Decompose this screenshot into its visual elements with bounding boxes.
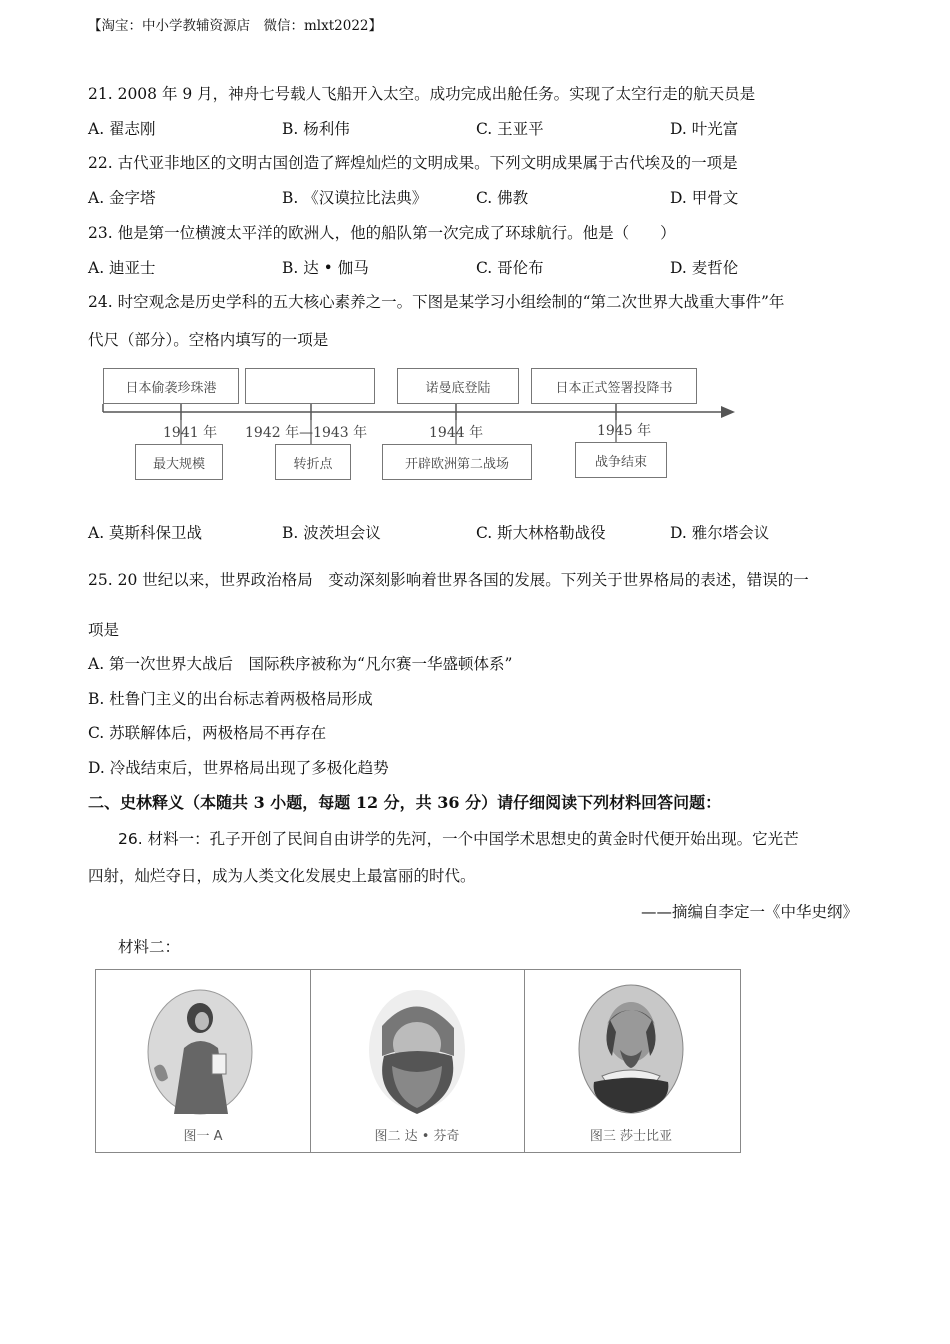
q24-option-c: C. 斯大林格勒战役: [476, 524, 606, 542]
portrait-caption-2: 图二 达 • 芬奇: [374, 1129, 460, 1144]
q21-option-d: D. 叶光富: [670, 120, 739, 138]
q23-stem: 23. 他是第一位横渡太平洋的欧洲人，他的船队第一次完成了环球航行。他是（ ）: [88, 224, 676, 242]
q26-source: ——摘编自李定一《中华史纲》: [640, 903, 858, 921]
portrait-shakespeare-image: [576, 982, 686, 1116]
q23-option-d: D. 麦哲伦: [670, 259, 739, 277]
timeline-label-turning-point: 转折点: [275, 444, 351, 480]
timeline-year-1945: 1945 年: [597, 423, 652, 439]
portrait-cell-1: [96, 970, 311, 1152]
q24-stem-line2: 代尺（部分）。空格内填写的一项是: [88, 331, 329, 349]
q24-stem-line1: 24. 时空观念是历史学科的五大核心素养之一。下图是某学习小组绘制的“第二次世界大战重大事件”年: [88, 293, 785, 311]
q22-option-d: D. 甲骨文: [670, 189, 739, 207]
timeline-label-largest-scale: 最大规模: [135, 444, 223, 480]
q26-material1-line1: 26. 材料一：孔子开创了民间自由讲学的先河，一个中国学术思想史的黄金时代便开始出现。它光芒: [118, 830, 799, 848]
q21-option-a: A. 翟志刚: [88, 120, 156, 138]
portrait-cell-2: [310, 970, 525, 1152]
portrait-table: [95, 969, 741, 1153]
portrait-dante-image: [144, 988, 256, 1116]
q22-option-b: B. 《汉谟拉比法典》: [282, 189, 428, 207]
timeline-figure: [95, 360, 745, 485]
q25-option-d: D. 冷战结束后，世界格局出现了多极化趋势: [88, 759, 389, 777]
timeline-event-normandy: 诺曼底登陆: [397, 368, 519, 404]
q24-option-a: A. 莫斯科保卫战: [88, 524, 203, 542]
timeline-year-1941: 1941 年: [163, 425, 218, 441]
portrait-caption-3: 图三 莎士比亚: [589, 1129, 673, 1144]
q21-option-c: C. 王亚平: [476, 120, 544, 138]
timeline-event-pearl-harbor: 日本偷袭珍珠港: [103, 368, 239, 404]
q24-option-d: D. 雅尔塔会议: [670, 524, 770, 542]
timeline-year-1942-1943: 1942 年—1943 年: [245, 425, 368, 441]
timeline-year-1944: 1944 年: [429, 425, 484, 441]
timeline-label-war-end: 战争结束: [575, 442, 667, 478]
timeline-label-second-front: 开辟欧洲第二战场: [382, 444, 532, 480]
q25-option-c: C. 苏联解体后，两极格局不再存在: [88, 724, 327, 742]
q22-option-a: A. 金字塔: [88, 189, 156, 207]
q21-stem: 21. 2008 年 9 月，神舟七号载人飞船开入太空。成功完成出舱任务。实现了太空行走的航天员是: [88, 85, 756, 103]
q22-stem: 22. 古代亚非地区的文明古国创造了辉煌灿烂的文明成果。下列文明成果属于古代埃及的一项是: [88, 154, 738, 172]
portrait-cell-3: [524, 970, 738, 1152]
q23-option-a: A. 迪亚士: [88, 259, 156, 277]
q25-stem-line1: 25. 20 世纪以来，世界政治格局 变动深刻影响着世界各国的发展。下列关于世界格局的表述，错误的一: [88, 571, 809, 589]
header-note: 【淘宝：中小学教辅资源店 微信：mlxt2022】: [88, 18, 383, 34]
q24-option-b: B. 波茨坦会议: [282, 524, 381, 542]
q25-option-a: A. 第一次世界大战后 国际秩序被称为“凡尔赛一华盛顿体系”: [88, 655, 513, 673]
q25-stem-line2: 项是: [88, 621, 120, 639]
portrait-caption-1: 图一 A: [183, 1129, 223, 1144]
section2-title: 二、史林释义（本随共 3 小题，每题 12 分，共 36 分）请仔细阅读下列材料回答问题：: [88, 793, 722, 812]
q26-material2-label: 材料二：: [118, 938, 181, 956]
q23-option-b: B. 达 • 伽马: [282, 259, 369, 277]
q25-option-b: B. 杜鲁门主义的出台标志着两极格局形成: [88, 690, 373, 708]
q23-option-c: C. 哥伦布: [476, 259, 544, 277]
timeline-event-blank: [245, 368, 375, 404]
portrait-da-vinci-image: [362, 986, 472, 1116]
timeline-event-japan-surrender: 日本正式签署投降书: [531, 368, 697, 404]
q22-option-c: C. 佛教: [476, 189, 529, 207]
q26-material1-line2: 四射，灿烂夺日，成为人类文化发展史上最富丽的时代。: [88, 867, 476, 885]
q21-option-b: B. 杨利伟: [282, 120, 350, 138]
